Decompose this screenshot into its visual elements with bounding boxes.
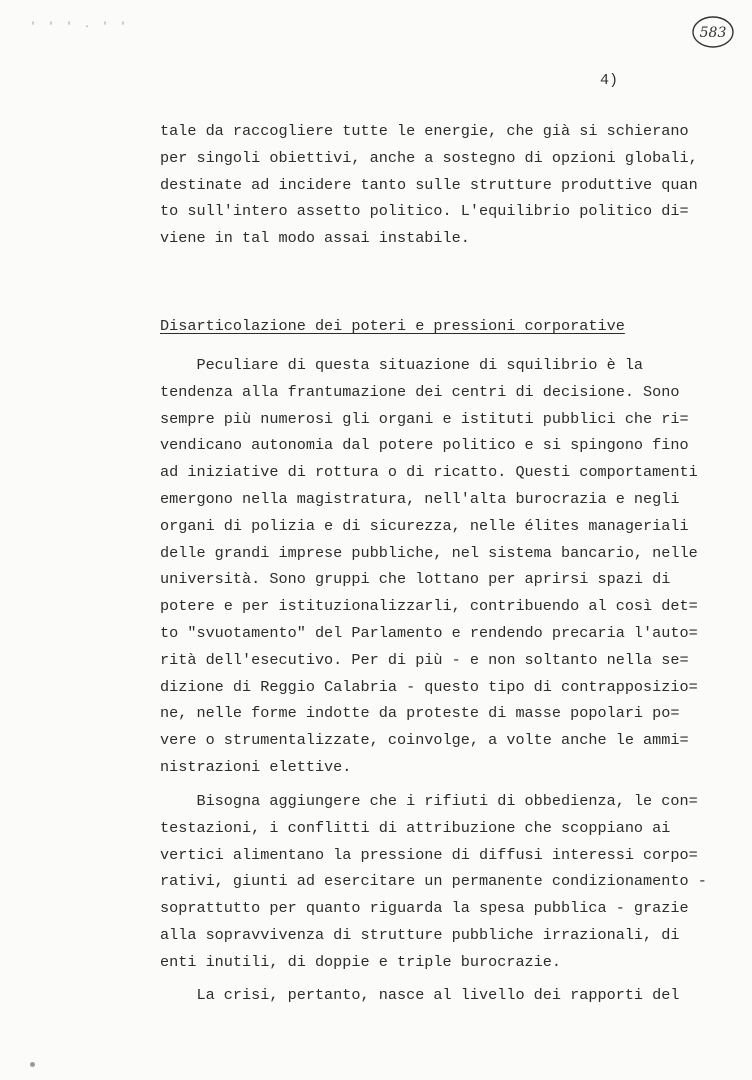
paragraph-la-crisi (160, 982, 720, 1009)
text-line: potere e per istituzionalizzarli, contribuendo al così det= (160, 597, 698, 616)
text-line: organi di polizia e di sicurezza, nelle élites manageriali (160, 516, 689, 535)
text-line: to sull'intero assetto politico. L'equilibrio politico di= (160, 202, 689, 221)
stamp-number: 583 (699, 25, 727, 41)
text-line: enti inutili, di doppie e triple burocrazie. (160, 952, 562, 971)
text-line: testazioni, i conflitti di attribuzione che scoppiano ai (160, 818, 671, 837)
text-line: La crisi, pertanto, nasce al livello dei rapporti del (160, 986, 680, 1004)
stamp-oval-icon (690, 14, 736, 50)
text-line: vere o strumentalizzate, coinvolge, a volte anche le ammi= (160, 731, 689, 750)
text-line: università. Sono gruppi che lottano per aprirsi spazi di (160, 570, 671, 589)
text-line: delle grandi imprese pubbliche, nel sistema bancario, nelle (160, 543, 698, 562)
corner-marks: ' ' ' · ' ' (30, 22, 130, 33)
text-line: alla sopravvivenza di strutture pubbliche irrazionali, di (160, 925, 680, 944)
text-line: to "svuotamento" del Parlamento e rendendo precaria l'auto= (160, 623, 698, 642)
text-line: soprattutto per quanto riguarda la spesa pubblica - grazie (160, 899, 689, 918)
page-number: 4) (600, 72, 619, 89)
text-line: destinate ad incidere tanto sulle strutture produttive quan (160, 175, 698, 194)
text-line: vertici alimentano la pressione di diffusi interessi corpo= (160, 845, 698, 864)
paragraph-bisogna (160, 788, 720, 976)
paragraph-continuation (160, 118, 720, 252)
text-line: rità dell'esecutivo. Per di più - e non soltanto nella se= (160, 650, 689, 669)
text-line: tale da raccogliere tutte le energie, che già si schierano (160, 122, 689, 140)
text-line: Peculiare di questa situazione di squilibrio è la (160, 356, 644, 374)
text-line: sempre più numerosi gli organi e istituti pubblici che ri= (160, 409, 689, 428)
text-line: Bisogna aggiungere che i rifiuti di obbedienza, le con= (160, 792, 698, 810)
scan-mark (30, 1062, 35, 1067)
text-line: ne, nelle forme indotte da proteste di masse popolari po= (160, 704, 680, 723)
text-line: dizione di Reggio Calabria - questo tipo di contrapposizio= (160, 677, 698, 696)
text-line: per singoli obiettivi, anche a sostegno di opzioni globali, (160, 148, 698, 167)
text-line: emergono nella magistratura, nell'alta burocrazia e negli (160, 489, 680, 508)
archive-stamp (690, 14, 736, 50)
text-line: nistrazioni elettive. (160, 757, 352, 776)
text-line: viene in tal modo assai instabile. (160, 229, 470, 248)
text-line: rativi, giunti ad esercitare un permanente condizionamento - (160, 872, 707, 891)
text-line: vendicano autonomia dal potere politico e si spingono fino (160, 436, 689, 455)
text-line: ad iniziative di rottura o di ricatto. Questi comportamenti (160, 463, 698, 482)
section-heading: Disarticolazione dei poteri e pressioni corporative (160, 317, 625, 335)
paragraph-disarticolazione (160, 352, 720, 781)
text-line: tendenza alla frantumazione dei centri di decisione. Sono (160, 382, 680, 401)
